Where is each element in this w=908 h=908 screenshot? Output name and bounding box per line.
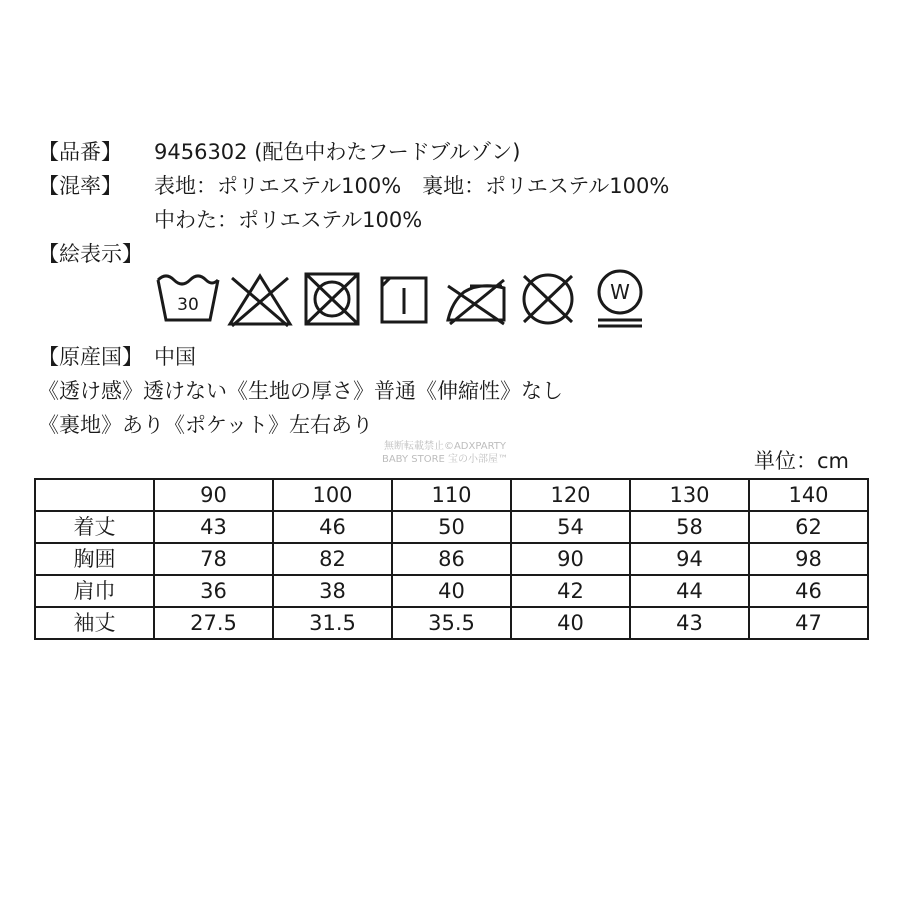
table-cell: 58 — [630, 511, 749, 543]
size-header-cell: 90 — [154, 479, 273, 511]
watermark-line-1: 無断転載禁止©ADXPARTY — [383, 441, 507, 452]
table-cell: 38 — [273, 575, 392, 607]
origin-label: 【原産国】 — [38, 345, 143, 369]
table-cell: 54 — [511, 511, 630, 543]
table-row — [35, 575, 868, 607]
size-table — [34, 478, 869, 640]
watermark-line-2: BABY STORE 宝の小部屋™ — [381, 454, 509, 465]
material-mix-label: 【混率】 — [38, 174, 122, 198]
material-mix-line — [38, 172, 670, 200]
table-cell: 50 — [392, 511, 511, 543]
fabric-detail-text-2: 《裏地》あり《ポケット》左右あり — [38, 413, 373, 437]
size-header-row — [35, 479, 868, 511]
table-cell: 82 — [273, 543, 392, 575]
origin-value: 中国 — [154, 345, 196, 369]
fabric-detail-line-2 — [38, 411, 373, 439]
table-cell: 62 — [749, 511, 868, 543]
table-cell: 40 — [392, 575, 511, 607]
no-iron-icon — [440, 266, 512, 332]
table-cell: 42 — [511, 575, 630, 607]
table-cell: 46 — [749, 575, 868, 607]
table-cell: 27.5 — [154, 607, 273, 639]
table-cell: 86 — [392, 543, 511, 575]
wet-clean-text: W — [610, 280, 630, 304]
size-header-cell: 140 — [749, 479, 868, 511]
table-cell: 36 — [154, 575, 273, 607]
material-mix-value-2: 中わた：ポリエステル100% — [154, 208, 423, 232]
table-cell: 46 — [273, 511, 392, 543]
material-mix-line-2 — [154, 206, 422, 234]
no-dry-clean-icon — [512, 266, 584, 332]
table-cell: 44 — [630, 575, 749, 607]
product-number-label: 【品番】 — [38, 140, 122, 164]
care-icons-row — [152, 266, 656, 332]
product-number-value: 9456302 (配色中わたフードブルゾン) — [154, 140, 521, 164]
care-label-line — [38, 240, 143, 268]
table-row — [35, 511, 868, 543]
table-cell: 90 — [511, 543, 630, 575]
table-cell: 40 — [511, 607, 630, 639]
table-cell: 78 — [154, 543, 273, 575]
wash-30-icon — [152, 266, 224, 332]
material-mix-value-1: 表地：ポリエステル100% 裏地：ポリエステル100% — [154, 174, 670, 198]
size-header-cell: 110 — [392, 479, 511, 511]
row-label-cell: 着丈 — [35, 511, 154, 543]
origin-line — [38, 343, 196, 371]
table-cell: 35.5 — [392, 607, 511, 639]
fabric-detail-text-1: 《透け感》透けない《生地の厚さ》普通《伸縮性》なし — [38, 379, 563, 403]
line-dry-icon — [368, 266, 440, 332]
row-label-cell: 袖丈 — [35, 607, 154, 639]
row-label-cell: 胸囲 — [35, 543, 154, 575]
size-header-cell — [35, 479, 154, 511]
table-cell: 47 — [749, 607, 868, 639]
table-cell: 43 — [154, 511, 273, 543]
row-label-cell: 肩巾 — [35, 575, 154, 607]
product-number-line — [38, 138, 521, 166]
wash-temp-text: 30 — [177, 295, 199, 315]
no-tumble-dry-icon — [296, 266, 368, 332]
table-cell: 98 — [749, 543, 868, 575]
size-header-cell: 130 — [630, 479, 749, 511]
table-cell: 31.5 — [273, 607, 392, 639]
table-cell: 94 — [630, 543, 749, 575]
table-row — [35, 543, 868, 575]
watermark — [365, 440, 525, 466]
size-header-cell: 100 — [273, 479, 392, 511]
unit-label: 単位：cm — [754, 449, 850, 473]
table-row — [35, 607, 868, 639]
fabric-detail-line-1 — [38, 377, 563, 405]
no-bleach-icon — [224, 266, 296, 332]
table-cell: 43 — [630, 607, 749, 639]
size-header-cell: 120 — [511, 479, 630, 511]
wet-clean-icon — [584, 266, 656, 332]
care-label: 【絵表示】 — [38, 242, 143, 266]
